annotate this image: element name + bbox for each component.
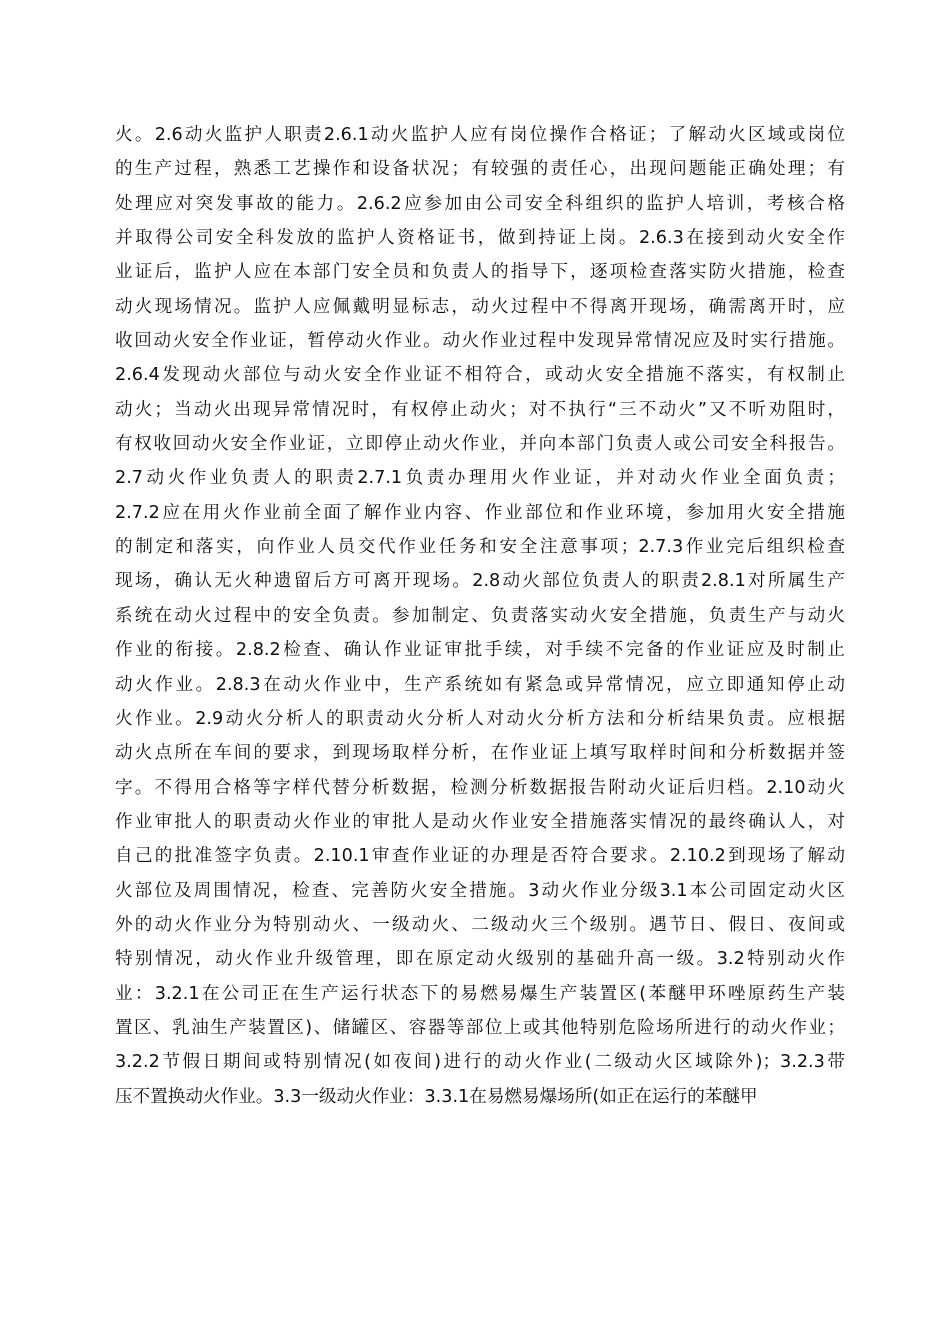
text-line: 作业审批人的职责动火作业的审批人是动火作业安全措施落实情况的最终确认人，对	[115, 811, 845, 832]
text-line: 火。2.6动火监护人职责2.6.1动火监护人应有岗位操作合格证；了解动火区域或岗位	[115, 125, 845, 145]
text-line: 系统在动火过程中的安全负责。参加制定、负责落实动火安全措施，负责生产与动火	[115, 605, 845, 626]
text-line: 动火现场情况。监护人应佩戴明显标志，动火过程中不得离开现场，确需离开时，应	[115, 296, 845, 317]
text-line: 2.6.4发现动火部位与动火安全作业证不相符合，或动火安全措施不落实，有权制止	[115, 365, 845, 386]
text-line: 有权收回动火安全作业证，立即停止动火作业，并向本部门负责人或公司安全科报告。	[115, 434, 845, 455]
body-text	[115, 118, 845, 1114]
text-line: 的制定和落实，向作业人员交代作业任务和安全注意事项；2.7.3作业完后组织检查	[115, 537, 845, 558]
text-line: 2.7.2应在用火作业前全面了解作业内容、作业部位和作业环境，参加用火安全措施	[115, 502, 845, 523]
text-line: 2.7动火作业负责人的职责2.7.1负责办理用火作业证，并对动火作业全面负责；	[115, 468, 845, 489]
text-line: 置区、乳油生产装置区)、储罐区、容器等部位上或其他特别危险场所进行的动火作业；	[115, 1017, 845, 1038]
text-line: 收回动火安全作业证，暂停动火作业。动火作业过程中发现异常情况应及时实行措施。	[115, 331, 845, 352]
text-line: 火作业。2.9动火分析人的职责动火分析人对动火分析方法和分析结果负责。应根据	[115, 708, 845, 729]
text-line: 业：3.2.1在公司正在生产运行状态下的易燃易爆生产装置区(苯醚甲环唑原药生产装	[115, 983, 845, 1004]
text-line: 并取得公司安全科发放的监护人资格证书，做到持证上岗。2.6.3在接到动火安全作	[115, 228, 845, 249]
text-line: 火部位及周围情况，检查、完善防火安全措施。3动火作业分级3.1本公司固定动火区	[115, 880, 845, 901]
text-line: 作业的衔接。2.8.2检查、确认作业证审批手续，对手续不完备的作业证应及时制止	[115, 640, 845, 661]
text-line: 现场，确认无火种遗留后方可离开现场。2.8动火部位负责人的职责2.8.1对所属生产	[115, 571, 845, 592]
text-line: 字。不得用合格等字样代替分析数据，检测分析数据报告附动火证后归档。2.10动火	[115, 777, 845, 798]
text-line: 业证后，监护人应在本部门安全员和负责人的指导下，逐项检查落实防火措施，检查	[115, 262, 845, 283]
text-line: 自己的批准签字负责。2.10.1审查作业证的办理是否符合要求。2.10.2到现场了解动	[115, 846, 845, 867]
text-line: 动火；当动火出现异常情况时，有权停止动火；对不执行“三不动火”又不听劝阻时，	[115, 399, 845, 420]
text-line: 处理应对突发事故的能力。2.6.2应参加由公司安全科组织的监护人培训，考核合格	[115, 193, 845, 214]
text-line: 压不置换动火作业。3.3一级动火作业：3.3.1在易燃易爆场所(如正在运行的苯醚甲	[115, 1086, 758, 1107]
text-line: 3.2.2节假日期间或特别情况(如夜间)进行的动火作业(二级动火区域除外)；3.2.3带	[115, 1052, 845, 1073]
text-line: 外的动火作业分为特别动火、一级动火、二级动火三个级别。遇节日、假日、夜间或	[115, 914, 845, 935]
text-line: 动火点所在车间的要求，到现场取样分析，在作业证上填写取样时间和分析数据并签	[115, 743, 845, 764]
text-line: 动火作业。2.8.3在动火作业中，生产系统如有紧急或异常情况，应立即通知停止动	[115, 674, 845, 695]
text-line: 特别情况，动火作业升级管理，即在原定动火级别的基础升高一级。3.2特别动火作	[115, 949, 845, 970]
text-line: 的生产过程，熟悉工艺操作和设备状况；有较强的责任心，出现问题能正确处理；有	[115, 159, 845, 180]
